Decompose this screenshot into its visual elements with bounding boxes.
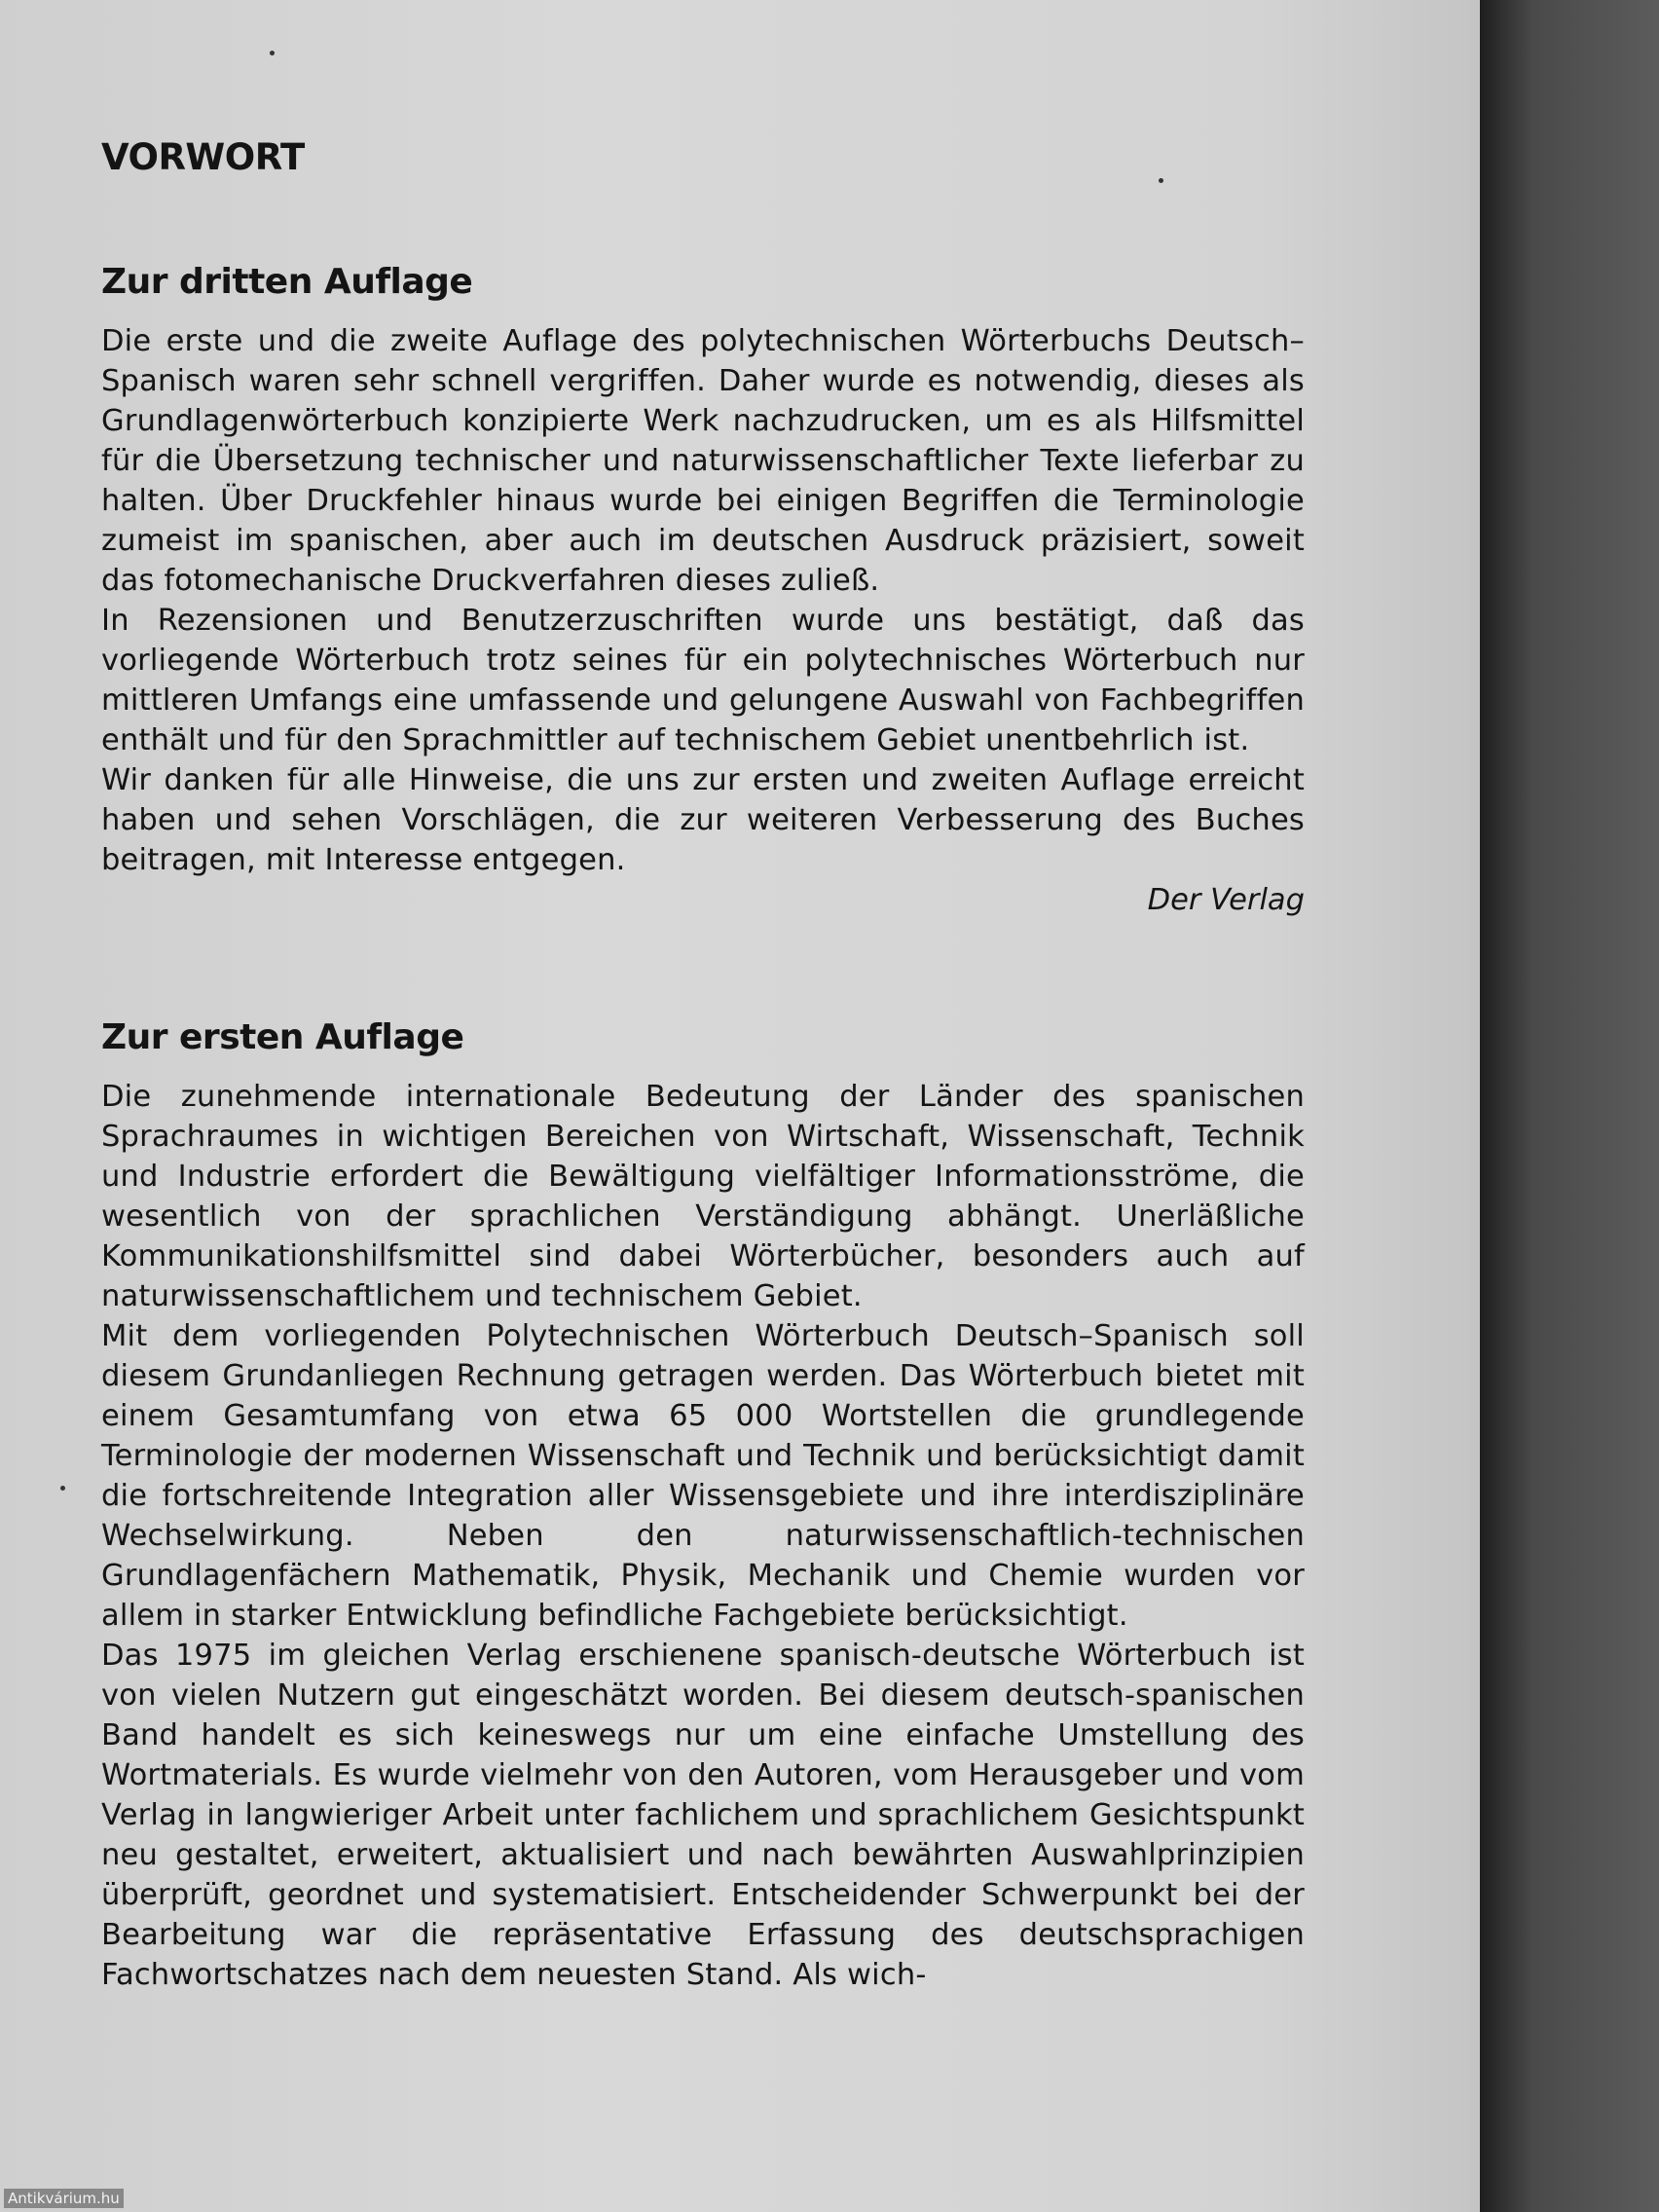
paragraph: Wir danken für alle Hinweise, die uns zur ersten und zweiten Auflage erreicht haben und sehen Vorschlägen, die zur weiteren Verbesserung des Buches beitragen, mit Interesse entgegen. [101, 763, 1305, 877]
paragraph: Die zunehmende internationale Bedeutung der Länder des spanischen Sprachraumes in wichtigen Bereichen von Wirtschaft, Wissenschaft, Technik und Industrie erfordert die Bewältigung vielfältiger Informationsströme, die wesentlich von der sprachlichen Verständigung abhängt. Unerläßliche Kommunikationshilfsmittel sind dabei Wörterbücher, besonders auch auf naturwissenschaftlichem und technischem Gebiet. [101, 1080, 1305, 1313]
paragraph: Mit dem vorliegenden Polytechnischen Wörterbuch Deutsch–Spanisch soll diesem Grundanliegen Rechnung getragen werden. Das Wörterbuch bietet mit einem Gesamtumfang von etwa 65 000 Wortstellen die grundlegende Terminologie der modernen Wissenschaft und Technik und berücksichtigt damit die fortschreitende Integration aller Wissensgebiete und ihre interdisziplinäre Wechselwirkung. Neben den naturwissenschaftlich-technischen Grundlagenfächern Mathematik, Physik, Mechanik und Chemie wurden vor allem in starker Entwicklung befindliche Fachgebiete berücksichtigt. [101, 1319, 1305, 1633]
paragraph: In Rezensionen und Benutzerzuschriften wurde uns bestätigt, daß das vorliegende Wörterbuch trotz seines für ein polytechnisches Wörterbuch nur mittleren Umfangs eine umfassende und gelungene Auswahl von Fachbegriffen enthält und für den Sprachmittler auf technischem Gebiet unentbehrlich ist. [101, 604, 1305, 757]
section-first-edition [101, 1017, 1305, 1995]
section-heading: Zur dritten Auflage [101, 262, 473, 302]
background-edge [1480, 0, 1659, 2212]
page-content [101, 136, 1305, 1995]
paragraph: Das 1975 im gleichen Verlag erschienene spanisch-deutsche Wörterbuch ist von vielen Nutzern gut eingeschätzt worden. Bei diesem deutsch-spanischen Band handelt es sich keineswegs nur um eine einfache Umstellung des Wortmaterials. Es wurde vielmehr von den Autoren, vom Herausgeber und vom Verlag in langwieriger Arbeit unter fachlichem und sprachlichem Gesichtspunkt neu gestaltet, erweitert, aktualisiert und nach bewährten Auswahlprinzipien überprüft, geordnet und systematisiert. Entscheidender Schwerpunkt bei der Bearbeitung war die repräsentative Erfassung des deutschsprachigen Fachwortschatzes nach dem neuesten Stand. Als wich- [101, 1639, 1305, 1992]
print-speck [60, 1486, 65, 1491]
print-speck [270, 51, 275, 55]
signature: Der Verlag [1147, 883, 1305, 917]
page-title: VORWORT [101, 136, 305, 178]
section-third-edition [101, 262, 1305, 920]
watermark: Antikvárium.hu [4, 2189, 124, 2208]
paragraph: Die erste und die zweite Auflage des polytechnischen Wörterbuchs Deutsch–Spanisch waren sehr schnell vergriffen. Daher wurde es notwendig, dieses als Grundlagenwörterbuch konzipierte Werk nachzudrucken, um es als Hilfsmittel für die Übersetzung technischer und naturwissenschaftlicher Texte lieferbar zu halten. Über Druckfehler hinaus wurde bei einigen Begriffen die Terminologie zumeist im spanischen, aber auch im deutschen Ausdruck präzisiert, soweit das fotomechanische Druckverfahren dieses zuließ. [101, 324, 1305, 598]
section-heading: Zur ersten Auflage [101, 1017, 464, 1057]
